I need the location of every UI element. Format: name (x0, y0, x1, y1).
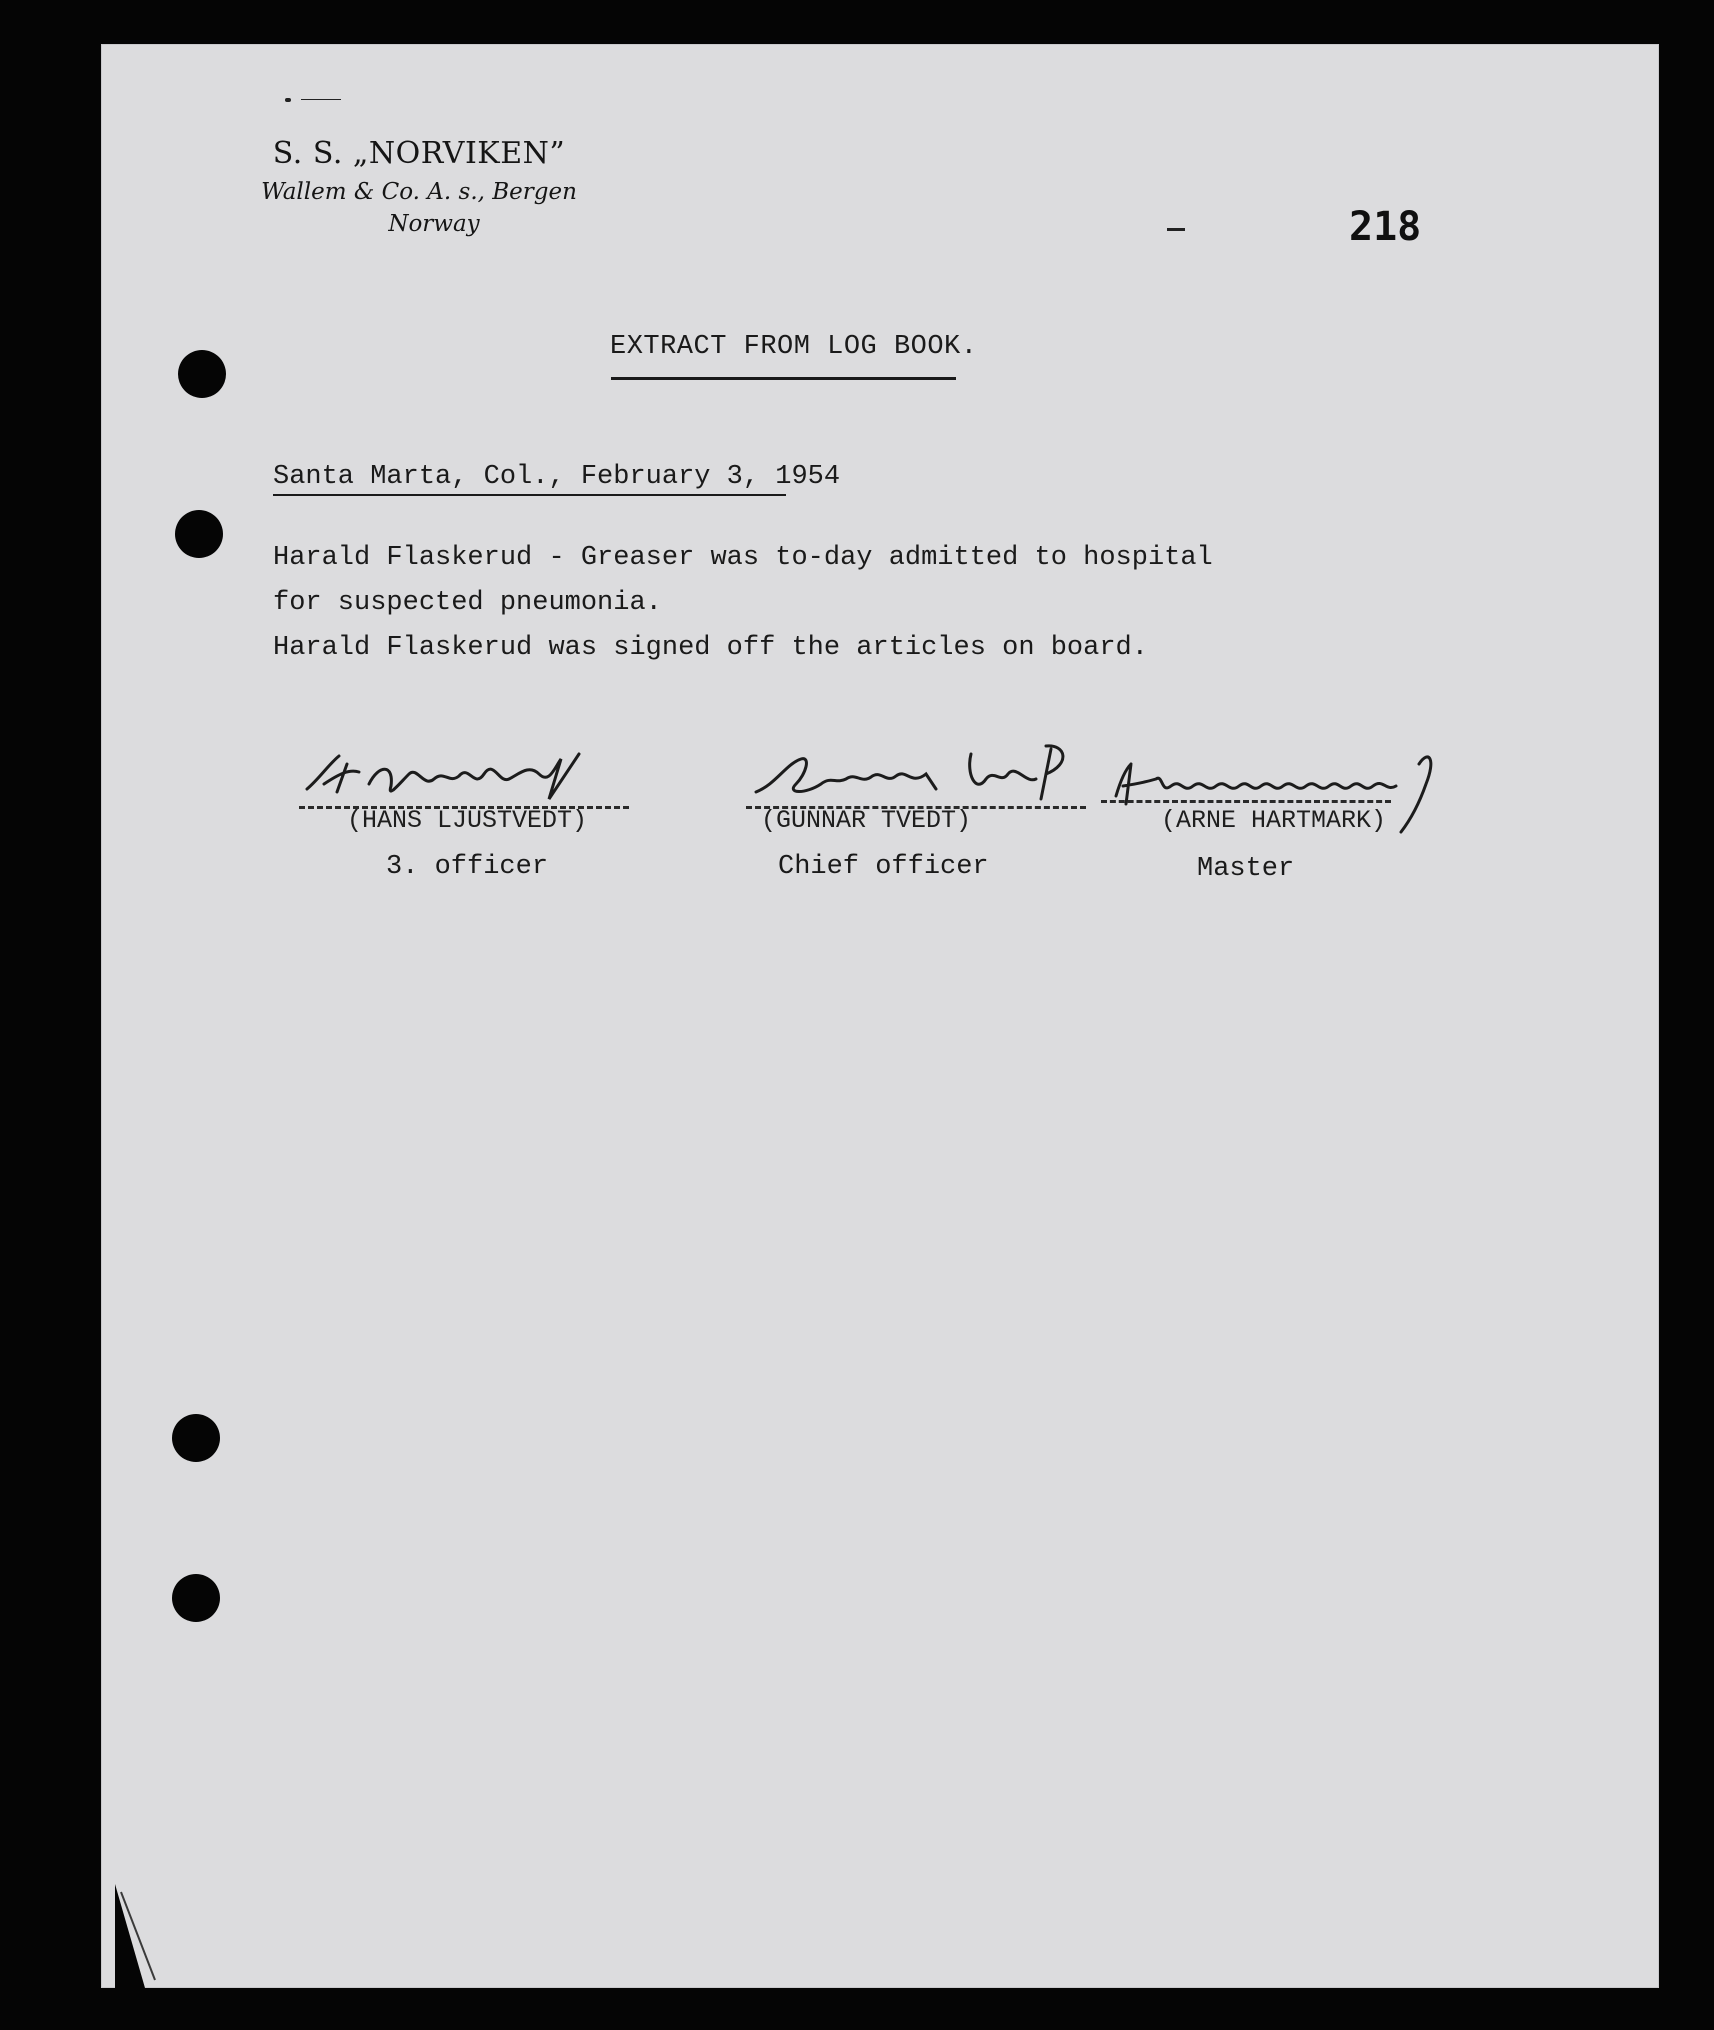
handwritten-signature-icon (299, 744, 629, 804)
signatory-name: (GUNNAR TVEDT) (761, 806, 972, 835)
signatory-role: Chief officer (778, 852, 989, 882)
ink-speck (285, 98, 291, 102)
punch-hole-icon (175, 510, 223, 558)
punch-hole-icon (178, 350, 226, 398)
letterhead-company: Wallem & Co. A. s., Bergen (261, 179, 577, 205)
letterhead (249, 136, 589, 237)
letterhead-country: Norway (388, 211, 480, 237)
signature-line (1101, 800, 1391, 803)
title-underline (611, 377, 956, 380)
ink-speck (301, 99, 341, 100)
dateline: Santa Marta, Col., February 3, 1954 (273, 462, 841, 492)
signatory-role: Master (1197, 854, 1295, 884)
log-entry-line: Harald Flaskerud was signed off the articles on board. (273, 633, 1148, 663)
page-number: 218 (1349, 204, 1422, 250)
signatory-name: (HANS LJUSTVEDT) (347, 806, 588, 835)
torn-corner-icon (115, 1884, 175, 1988)
punch-hole-icon (172, 1414, 220, 1462)
dateline-underline (273, 494, 786, 496)
page-number-dash (1167, 228, 1185, 231)
signatory-role: 3. officer (386, 852, 549, 882)
log-entry (273, 536, 1213, 671)
signature-block-chief-officer (746, 744, 1076, 809)
document-page (101, 44, 1659, 1988)
punch-hole-icon (172, 1574, 220, 1622)
signatory-name: (ARNE HARTMARK) (1161, 806, 1387, 835)
document-title: EXTRACT FROM LOG BOOK. (610, 332, 978, 362)
handwritten-signature-icon (746, 744, 1096, 804)
letterhead-ship-name: S. S. „NORVIKEN” (272, 136, 566, 171)
log-entry-line: for suspected pneumonia. (273, 588, 662, 618)
log-entry-line: Harald Flaskerud - Greaser was to-day admitted to hospital (273, 543, 1213, 573)
signature-block-master (1101, 744, 1431, 803)
signature-block-third-officer (299, 744, 629, 809)
